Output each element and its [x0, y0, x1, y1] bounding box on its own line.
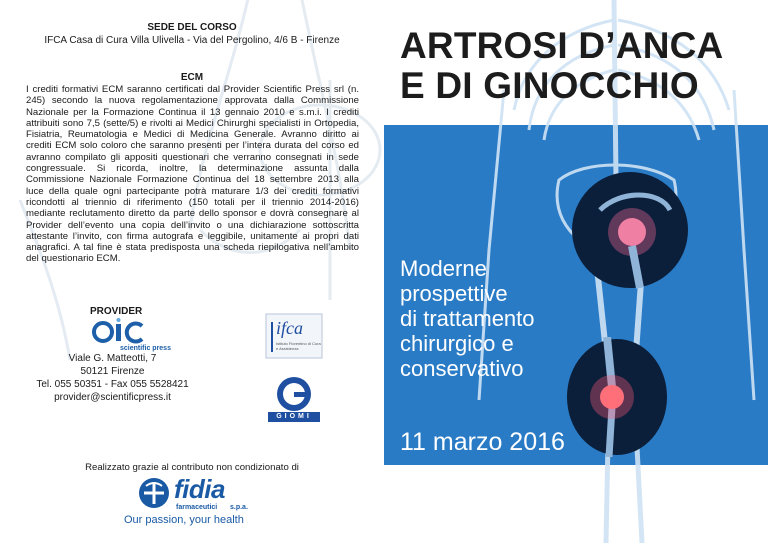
provider-heading: PROVIDER — [90, 306, 143, 317]
giomi-logo — [262, 374, 326, 424]
page-title: ARTROSI D’ANCA E DI GINOCCHIO — [400, 25, 724, 106]
ecm-heading: ECM — [180, 72, 204, 83]
right-panel-cover — [384, 0, 768, 543]
oic-logo-subtitle: scientific press — [120, 345, 171, 352]
fidia-tagline: Our passion, your health — [124, 514, 244, 526]
fidia-globe-icon — [136, 476, 176, 510]
provider-address — [30, 352, 195, 404]
giomi-logo-text: GIOMI — [276, 413, 312, 420]
hip-joint-highlight — [570, 170, 690, 290]
fidia-logo-text: fidia — [174, 474, 225, 504]
provider-email: provider@scientificpress.it — [54, 392, 171, 403]
sponsor-note: Realizzato grazie al contributo non condizionato di — [85, 462, 299, 473]
fidia-logo — [124, 474, 260, 534]
ifca-logo — [264, 312, 324, 360]
venue-heading: SEDE DEL CORSO — [147, 22, 237, 33]
ifca-logo-subtitle: Istituto Fiorentino di Cura e Assistenza — [276, 341, 321, 351]
ifca-logo-text: ifca — [276, 318, 303, 338]
page-subtitle: Moderne prospettive di trattamento chirurgico e conservativo — [400, 256, 535, 381]
provider-city: 50121 Firenze — [80, 366, 145, 377]
venue-address: IFCA Casa di Cura Villa Ulivella - Via del Pergolino, 4/6 B - Firenze — [44, 35, 340, 46]
knee-joint-highlight — [567, 337, 667, 457]
provider-street: Viale G. Matteotti, 7 — [68, 353, 157, 364]
provider-phone: Tel. 055 50351 - Fax 055 5528421 — [36, 379, 189, 390]
fidia-logo-subtitle: farmaceutici — [176, 504, 218, 511]
ecm-paragraph: I crediti formativi ECM saranno certificati dal Provider Scientific Press srl (n. 245) secondo la nuova regolamentazione approvata dalla Commissione Nazionale per la Formazione Continua il 13 gennaio 2010 e s.m.i. I crediti attribuiti sono 7,5 (sette/5) e rivolti ai Medici Chirurghi specialisti in Ortopedia, Fisiatria, Reumatologia e Medici di Medicina Generale. Avranno diritto ai crediti ECM solo coloro che saranno presenti per l’intera durata del corso ed avranno compilato gli appositi questionari che verranno consegnati in sede congressuale. Si ricorda, inoltre, la determinazione assunta dalla Commissione Nazionale Formazione Continua del 18 settembre 2013 alla luce della quale ogni partecipante potrà maturare 1/3 dei crediti formativi ricondotti al triennio di riferimento (150 totali per il triennio 2014-2016) mediante reclutamento diretto da parte dello sponsor e dovrà consegnare al Provider dell’evento una copia dell’invito o una dichiarazione sottoscritta attestante l’invito, con firma autografa e leggibile, unitamente ai propri dati anagrafici. A tal fine è stata predisposta una scheda riepilogativa nell’ambito del questionario ECM. — [26, 84, 359, 265]
fidia-logo-spa: s.p.a. — [230, 504, 248, 511]
oic-logo — [92, 318, 172, 354]
event-date: 11 marzo 2016 — [400, 428, 565, 456]
